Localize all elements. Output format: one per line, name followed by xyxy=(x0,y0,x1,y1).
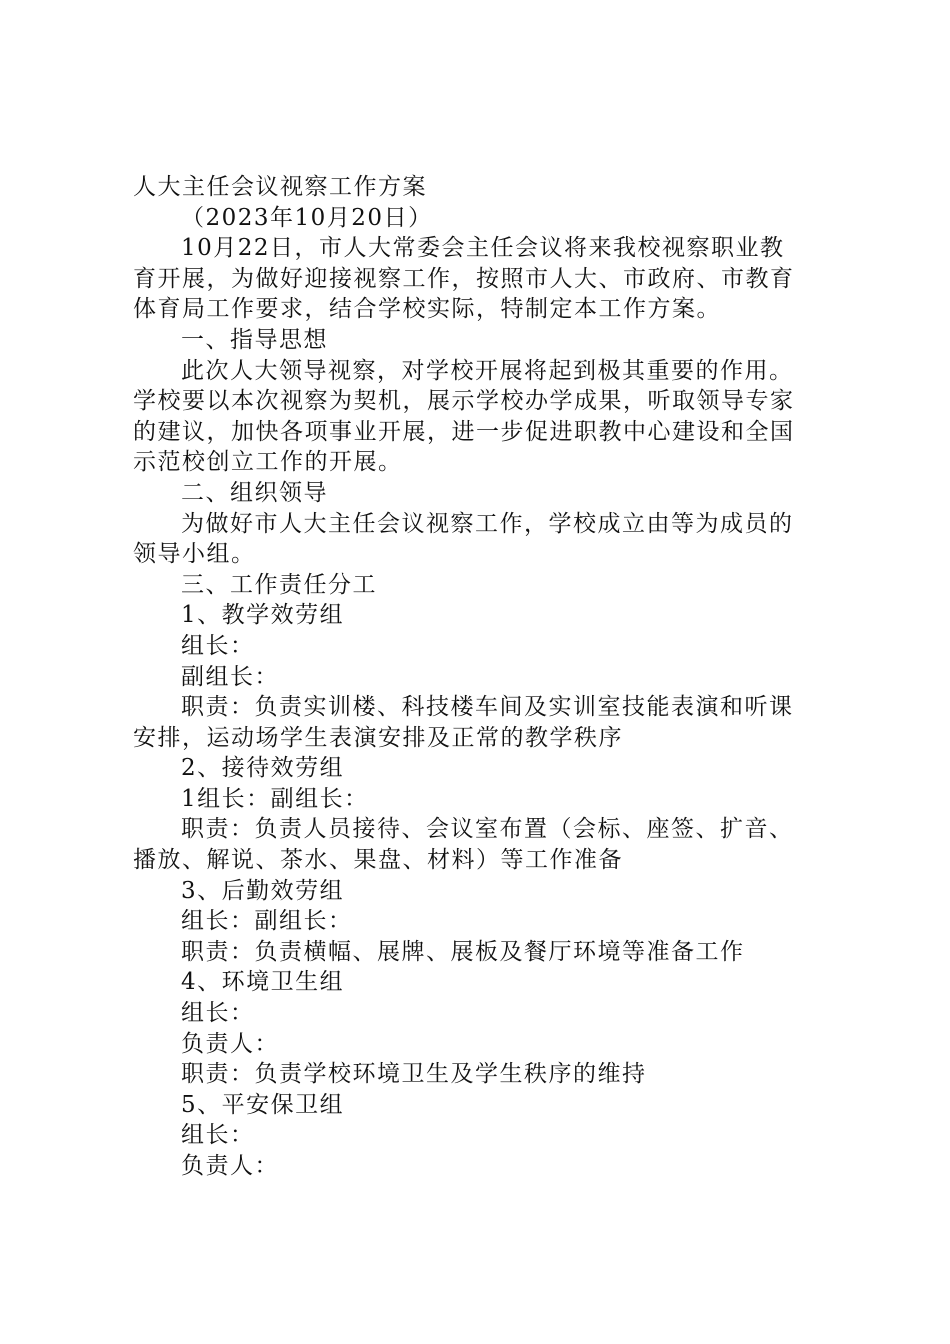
group-duty-line: 播放、解说、茶水、果盘、材料）等工作准备 xyxy=(133,847,623,874)
group-duty-line: 职责：负责人员接待、会议室布置（会标、座签、扩音、 xyxy=(181,816,794,843)
group-title: 3、后勤效劳组 xyxy=(181,877,345,904)
group-responsible: 负责人： xyxy=(181,1153,279,1179)
group-leaders: 1组长：副组长： xyxy=(181,785,369,812)
section-body-line: 的建议，加快各项事业开展，进一步促进职教中心建设和全国 xyxy=(133,418,795,445)
section-body-line: 为做好市人大主任会议视察工作，学校成立由等为成员的 xyxy=(181,510,794,537)
intro-line: 体育局工作要求，结合学校实际，特制定本工作方案。 xyxy=(133,296,721,323)
group-title: 4、环境卫生组 xyxy=(181,969,345,996)
group-leader: 组长： xyxy=(181,1000,255,1027)
document-date: （2023年10月20日） xyxy=(181,204,433,231)
section-body-line: 此次人大领导视察，对学校开展将起到极其重要的作用。 xyxy=(181,357,794,384)
document-body xyxy=(133,172,821,1182)
group-title: 2、接待效劳组 xyxy=(181,755,345,782)
section-body-line: 学校要以本次视察为契机，展示学校办学成果，听取领导专家 xyxy=(133,388,795,415)
group-title: 1、教学效劳组 xyxy=(181,602,345,629)
section-heading: 三、工作责任分工 xyxy=(181,571,377,598)
group-duty-line: 职责：负责横幅、展牌、展板及餐厅环境等准备工作 xyxy=(181,938,745,965)
group-duty-line: 职责：负责实训楼、科技楼车间及实训室技能表演和听课 xyxy=(181,694,794,721)
group-responsible: 负责人： xyxy=(181,1030,279,1057)
section-body-line: 示范校创立工作的开展。 xyxy=(133,449,403,476)
group-leaders: 组长：副组长： xyxy=(181,908,353,935)
intro-line: 育开展，为做好迎接视察工作，按照市人大、市政府、市教育 xyxy=(133,265,795,292)
group-duty-line: 安排，运动场学生表演安排及正常的教学秩序 xyxy=(133,724,623,751)
section-body-line: 领导小组。 xyxy=(133,541,256,568)
group-deputy: 副组长： xyxy=(181,663,279,690)
section-heading: 一、指导思想 xyxy=(181,326,328,353)
group-title: 5、平安保卫组 xyxy=(181,1091,345,1118)
group-leader: 组长： xyxy=(181,1122,255,1149)
intro-line: 10月22日，市人大常委会主任会议将来我校视察职业教 xyxy=(181,235,785,262)
section-heading: 二、组织领导 xyxy=(181,479,328,506)
document-title: 人大主任会议视察工作方案 xyxy=(133,174,427,200)
group-duty-line: 职责：负责学校环境卫生及学生秩序的维持 xyxy=(181,1061,647,1088)
group-leader: 组长： xyxy=(181,632,255,659)
